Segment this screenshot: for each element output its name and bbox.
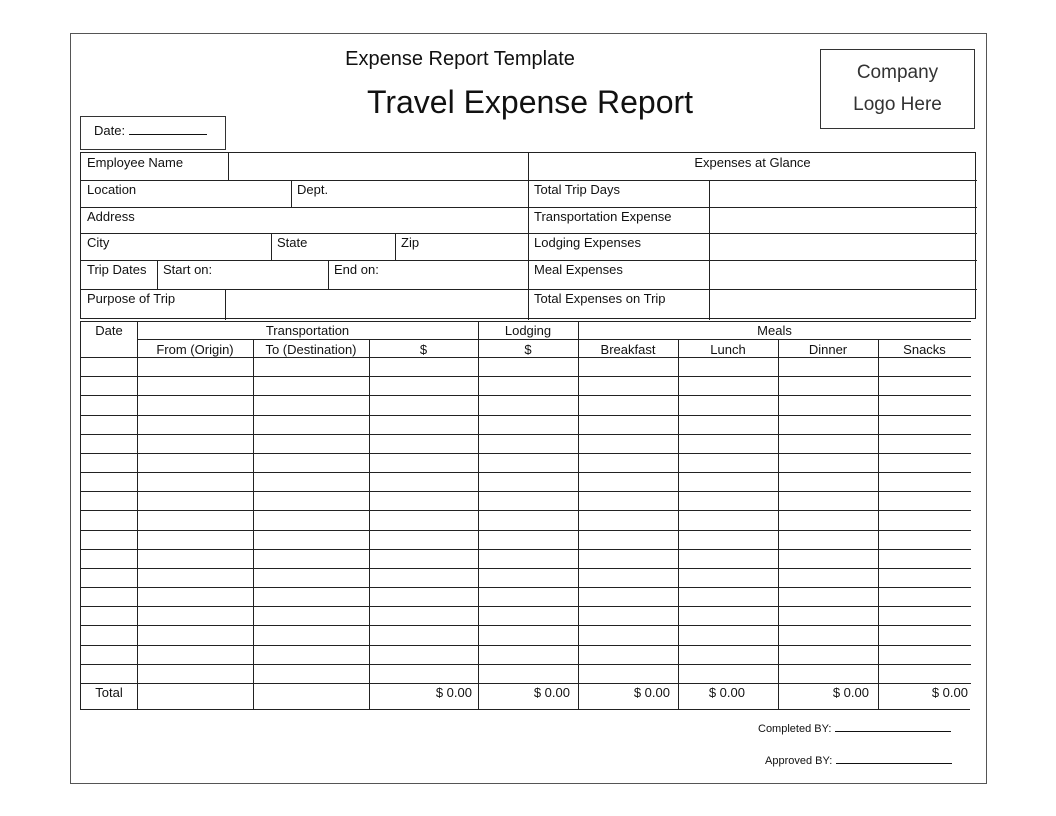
report-title: Travel Expense Report: [366, 84, 694, 120]
zip-label: Zip: [401, 235, 420, 250]
table-row-line: [81, 472, 971, 473]
col-breakfast-header: Breakfast: [600, 342, 656, 357]
glance-lodging-expenses: Lodging Expenses: [534, 235, 641, 250]
date-field[interactable]: [129, 123, 207, 135]
col-date-header: Date: [95, 323, 123, 338]
employee-info-section: [80, 152, 976, 319]
glance-meal-expenses: Meal Expenses: [534, 262, 623, 277]
glance-title: Expenses at Glance: [694, 155, 811, 170]
start-on-label: Start on:: [163, 262, 213, 277]
col-dinner-header: Dinner: [808, 342, 848, 357]
col-from-header: From (Origin): [156, 342, 234, 357]
table-row-line: [81, 568, 971, 569]
state-label: State: [277, 235, 308, 250]
date-label: Date:: [94, 123, 126, 138]
table-row-line: [81, 664, 971, 665]
col-to-header: To (Destination): [265, 342, 357, 357]
city-label: City: [87, 235, 110, 250]
date-box: [80, 116, 226, 150]
table-row-line: [81, 530, 971, 531]
table-col-line: [678, 339, 679, 710]
total-lodging: $ 0.00: [533, 685, 570, 700]
col-transport-dollar-header: $: [419, 342, 428, 357]
table-row-line: [81, 434, 971, 435]
template-subtitle: Expense Report Template: [345, 48, 575, 70]
table-row-line: [81, 491, 971, 492]
table-row-line: [81, 376, 971, 377]
glance-total-expenses: Total Expenses on Trip: [534, 291, 666, 306]
glance-total-trip-days: Total Trip Days: [534, 182, 620, 197]
total-label: Total: [95, 685, 123, 700]
table-row-line: [81, 683, 971, 684]
col-lodging-dollar-header: $: [524, 342, 532, 357]
address-label: Address: [87, 209, 135, 224]
employee-name-label: Employee Name: [87, 155, 184, 170]
col-meals-header: Meals: [757, 323, 792, 338]
expense-table: [80, 321, 970, 710]
table-row-line: [81, 415, 971, 416]
table-col-line: [137, 321, 138, 710]
completed-by-label: Completed BY:: [758, 723, 832, 735]
table-row-line: [81, 510, 971, 511]
glance-transportation-expense: Transportation Expense: [534, 209, 672, 224]
total-transport: $ 0.00: [435, 685, 472, 700]
total-breakfast: $ 0.00: [633, 685, 670, 700]
col-lunch-header: Lunch: [710, 342, 746, 357]
table-col-line: [578, 321, 579, 710]
table-col-line: [369, 339, 370, 710]
completed-by: [758, 722, 951, 735]
col-transportation-header: Transportation: [265, 323, 350, 338]
approved-by-label: Approved BY:: [765, 755, 833, 767]
table-row-line: [81, 606, 971, 607]
table-row-line: [81, 357, 971, 358]
total-dinner: $ 0.00: [832, 685, 869, 700]
table-header-divider: [137, 339, 971, 340]
approved-by-field[interactable]: [836, 754, 952, 764]
table-row-line: [81, 587, 971, 588]
col-snacks-header: Snacks: [903, 342, 946, 357]
completed-by-field[interactable]: [835, 722, 951, 732]
total-lunch: $ 0.00: [708, 685, 745, 700]
table-top-line: [81, 321, 971, 322]
table-row-line: [81, 395, 971, 396]
logo-line-1: Company: [856, 62, 939, 83]
table-row-line: [81, 625, 971, 626]
col-lodging-header: Lodging: [504, 323, 552, 338]
table-row-line: [81, 549, 971, 550]
table-col-line: [478, 321, 479, 710]
logo-line-2: Logo Here: [853, 94, 942, 115]
total-snacks: $ 0.00: [931, 685, 968, 700]
table-col-line: [878, 339, 879, 710]
dept-label: Dept.: [297, 182, 329, 197]
purpose-label: Purpose of Trip: [87, 291, 176, 306]
table-row-line: [81, 453, 971, 454]
end-on-label: End on:: [334, 262, 379, 277]
company-logo-box: [820, 49, 975, 129]
location-label: Location: [87, 182, 137, 197]
trip-dates-label: Trip Dates: [87, 262, 147, 277]
table-col-line: [253, 339, 254, 710]
table-row-line: [81, 645, 971, 646]
approved-by: [765, 754, 952, 767]
table-col-line: [778, 339, 779, 710]
